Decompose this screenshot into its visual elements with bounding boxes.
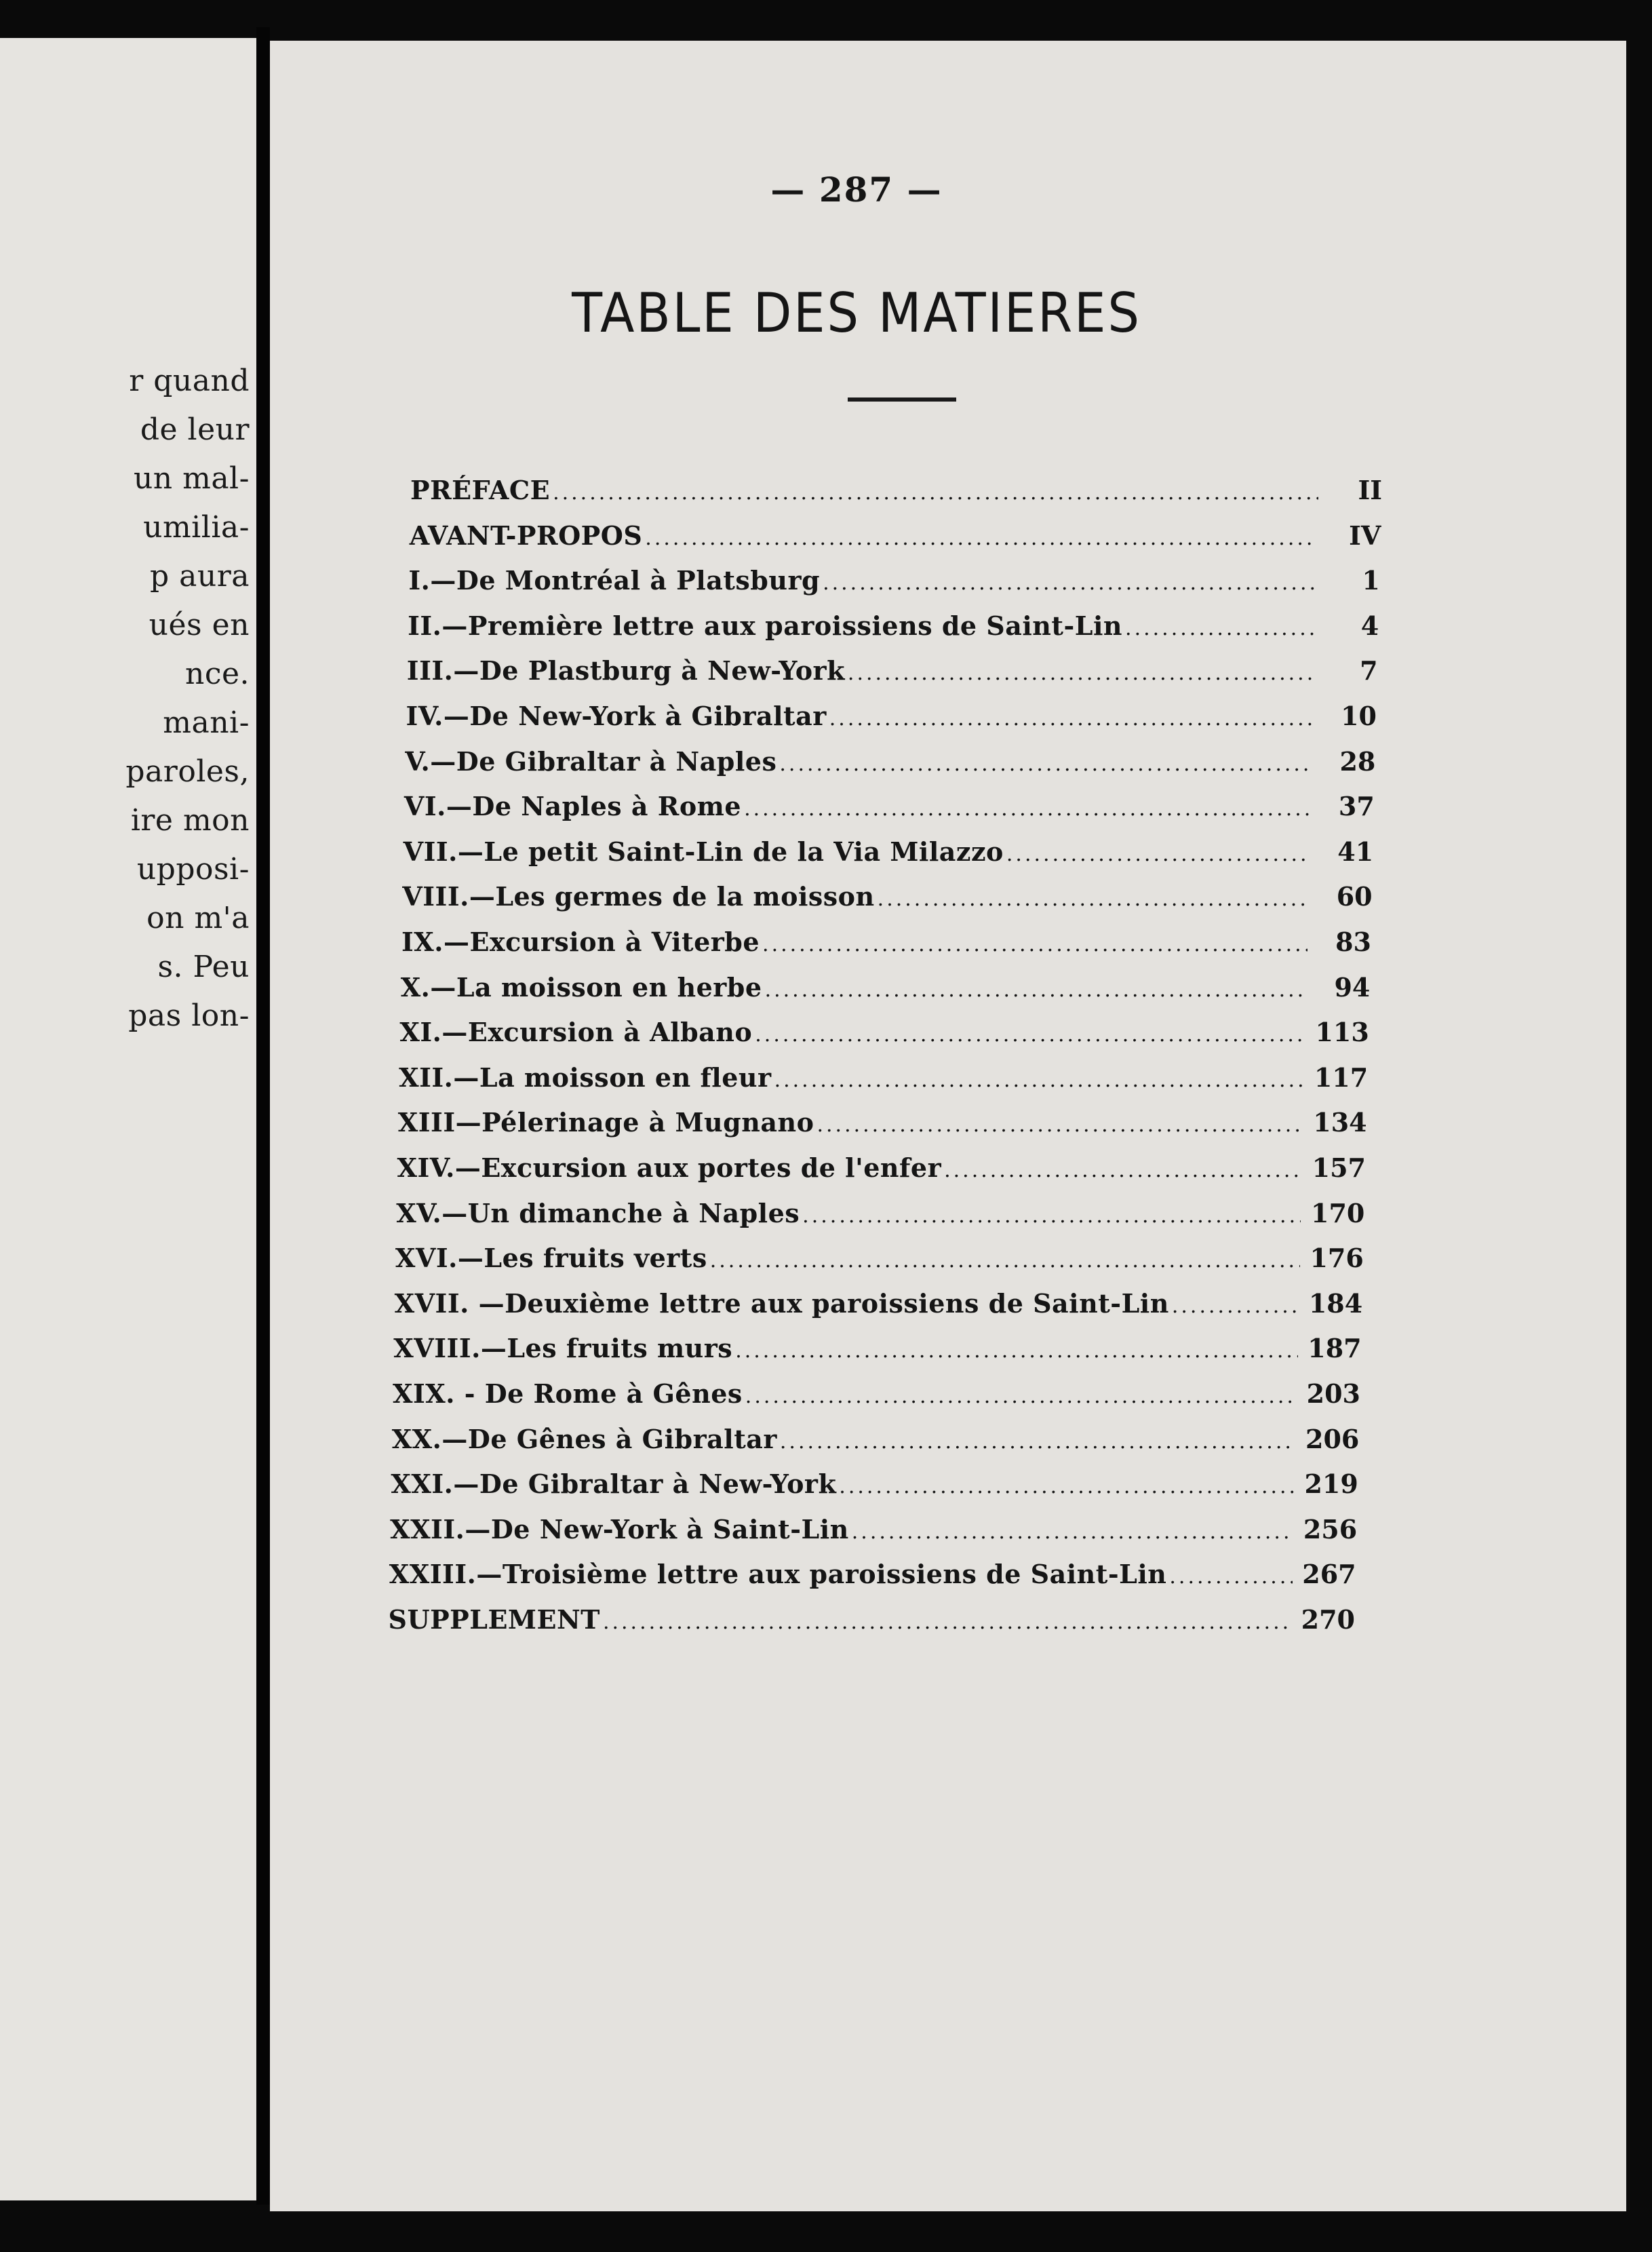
toc-entry-label: II.—Première lettre aux paroissiens de Saint-Lin (408, 610, 1123, 641)
toc-entry (408, 610, 1379, 648)
toc-entry (391, 1469, 1358, 1507)
toc-entry-label: XIII—Pélerinage à Mugnano (397, 1107, 814, 1138)
toc-entry (389, 1604, 1356, 1642)
toc-entry-label: XVII. —Deuxième lettre aux paroissiens de Saint-Lin (394, 1287, 1169, 1319)
toc-entry-page: 28 (1339, 745, 1376, 777)
toc-entry (404, 791, 1375, 829)
toc-entry-page: 157 (1312, 1152, 1366, 1183)
dot-leader (780, 1430, 1295, 1454)
left-page-line: mani- (163, 705, 250, 740)
left-page-line: p aura (150, 559, 250, 594)
dot-leader (1172, 1294, 1299, 1318)
dot-leader (848, 661, 1314, 685)
toc-entry-page: 94 (1334, 971, 1371, 1003)
toc-entry (395, 1288, 1363, 1326)
toc-entry-label: XXIII.—Troisième lettre aux paroissiens de Saint-Lin (389, 1559, 1167, 1590)
toc-entry (402, 881, 1372, 919)
toc-entry-label: XXI.—De Gibraltar à New-York (391, 1469, 837, 1500)
left-page-line: de leur (140, 412, 250, 447)
toc-entry (393, 1333, 1361, 1371)
toc-entry (401, 927, 1371, 965)
toc-entry (404, 836, 1374, 874)
toc-entry-page: 60 (1336, 881, 1373, 912)
toc-entry (395, 1243, 1364, 1281)
dot-leader (944, 1159, 1302, 1182)
right-page (270, 41, 1626, 2211)
dot-leader (839, 1475, 1295, 1498)
toc-entry-page: 176 (1310, 1243, 1364, 1274)
dot-leader (710, 1249, 1300, 1273)
toc-entry (392, 1424, 1360, 1462)
toc-entry-page: 117 (1314, 1062, 1369, 1093)
toc-entry-label: V.—De Gibraltar à Naples (405, 745, 777, 777)
left-page-line: ués en (149, 608, 250, 642)
toc-entry-page: 219 (1304, 1469, 1358, 1500)
toc-entry-label: SUPPLEMENT (388, 1604, 600, 1635)
toc-entry-page: 4 (1360, 610, 1379, 641)
toc-entry (406, 701, 1377, 739)
toc-entry-label: XIV.—Excursion aux portes de l'enfer (397, 1152, 942, 1183)
left-page-line: on m'a (146, 901, 250, 935)
toc-entry-label: VIII.—Les germes de la moisson (402, 881, 875, 912)
dot-leader (762, 933, 1307, 956)
toc-entry-page: 184 (1308, 1287, 1363, 1319)
dot-leader (603, 1610, 1291, 1634)
dot-leader (1169, 1565, 1292, 1589)
toc-entry-page: 203 (1306, 1378, 1360, 1409)
left-page-line: paroles, (125, 754, 250, 789)
left-page-line: nce. (184, 657, 250, 691)
toc-entry (397, 1152, 1366, 1190)
toc-entry-page: 113 (1315, 1017, 1369, 1048)
toc-entry-page: 41 (1337, 836, 1374, 867)
toc-entry-page: 83 (1335, 927, 1371, 957)
toc-entry-label: XXII.—De New-York à Saint-Lin (390, 1513, 849, 1545)
toc-entry-label: XVIII.—Les fruits murs (393, 1333, 733, 1364)
dot-leader (774, 1068, 1305, 1092)
dot-leader (744, 797, 1311, 821)
page-title: TABLE DES MATIERES (572, 282, 1141, 345)
dot-leader (745, 1384, 1297, 1408)
dot-leader (823, 571, 1316, 595)
dot-leader (779, 752, 1312, 776)
left-page-line: s. Peu (157, 950, 250, 984)
page-number: — 287 — (770, 170, 943, 210)
table-of-contents (270, 41, 1626, 2211)
toc-entry (410, 475, 1382, 513)
toc-entry-page: IV (1349, 520, 1381, 551)
toc-entry-page: 10 (1341, 701, 1377, 731)
left-page-line: umilia- (143, 510, 250, 545)
toc-entry-label: VI.—De Naples à Rome (404, 791, 742, 822)
toc-entry-page: 206 (1305, 1423, 1360, 1454)
toc-entry (401, 972, 1371, 1010)
toc-entry-page: II (1358, 475, 1382, 505)
toc-entry-page: 267 (1302, 1559, 1356, 1590)
toc-entry (399, 1062, 1368, 1100)
dot-leader (1006, 842, 1310, 866)
toc-entry (408, 565, 1379, 603)
toc-entry-page: 134 (1313, 1107, 1367, 1138)
toc-entry-label: VII.—Le petit Saint-Lin de la Via Milazzo (403, 836, 1004, 867)
toc-entry-page: 7 (1360, 655, 1378, 686)
toc-entry-page: 270 (1301, 1604, 1355, 1635)
toc-entry-page: 37 (1338, 791, 1375, 822)
toc-entry (410, 520, 1381, 558)
toc-entry-label: X.—La moisson en herbe (400, 971, 762, 1003)
left-page-line: pas lon- (128, 998, 250, 1033)
toc-entry (407, 655, 1378, 693)
dot-leader (1125, 617, 1315, 640)
toc-entry-page: 187 (1307, 1333, 1362, 1364)
dot-leader (645, 526, 1317, 550)
dot-leader (878, 887, 1309, 911)
toc-entry-label: PRÉFACE (410, 475, 551, 505)
toc-entry-label: XX.—De Gênes à Gibraltar (391, 1423, 777, 1454)
book-gutter (256, 27, 270, 2205)
toc-entry-label: XVI.—Les fruits verts (395, 1243, 707, 1274)
toc-entry (396, 1198, 1364, 1236)
left-page-fragment (0, 38, 256, 2200)
dot-leader (802, 1204, 1301, 1228)
toc-entry-label: XII.—La moisson en fleur (399, 1062, 772, 1093)
toc-entry (390, 1514, 1357, 1552)
toc-entry (389, 1559, 1356, 1597)
toc-entry-label: I.—De Montréal à Platsburg (408, 565, 821, 596)
toc-entry-page: 256 (1303, 1513, 1358, 1545)
toc-entry (398, 1107, 1367, 1145)
left-page-line: ire mon (130, 803, 250, 838)
toc-entry-label: IX.—Excursion à Viterbe (401, 927, 760, 957)
toc-entry-label: IV.—De New-York à Gibraltar (406, 701, 827, 731)
toc-entry (405, 746, 1375, 784)
toc-entry-label: XI.—Excursion à Albano (399, 1017, 753, 1048)
dot-leader (765, 978, 1307, 1002)
toc-entry-label: III.—De Plastburg à New-York (406, 655, 845, 686)
left-page-line: r quand (129, 364, 250, 398)
dot-leader (817, 1113, 1303, 1137)
left-page-text (125, 357, 250, 1041)
toc-entry-page: 1 (1362, 565, 1380, 596)
dot-leader (735, 1339, 1297, 1363)
left-page-line: un mal- (133, 461, 250, 496)
dot-leader (553, 481, 1318, 505)
dot-leader (829, 707, 1313, 731)
toc-entry (393, 1378, 1360, 1416)
toc-entry-label: XIX. - De Rome à Gênes (393, 1378, 743, 1409)
toc-entry-page: 170 (1311, 1197, 1365, 1228)
dot-leader (755, 1023, 1305, 1047)
toc-entry-label: AVANT-PROPOS (409, 520, 643, 551)
toc-entry (399, 1017, 1369, 1055)
dot-leader (852, 1520, 1293, 1544)
toc-entry-label: XV.—Un dimanche à Naples (396, 1197, 800, 1228)
left-page-line: upposi- (136, 852, 250, 887)
